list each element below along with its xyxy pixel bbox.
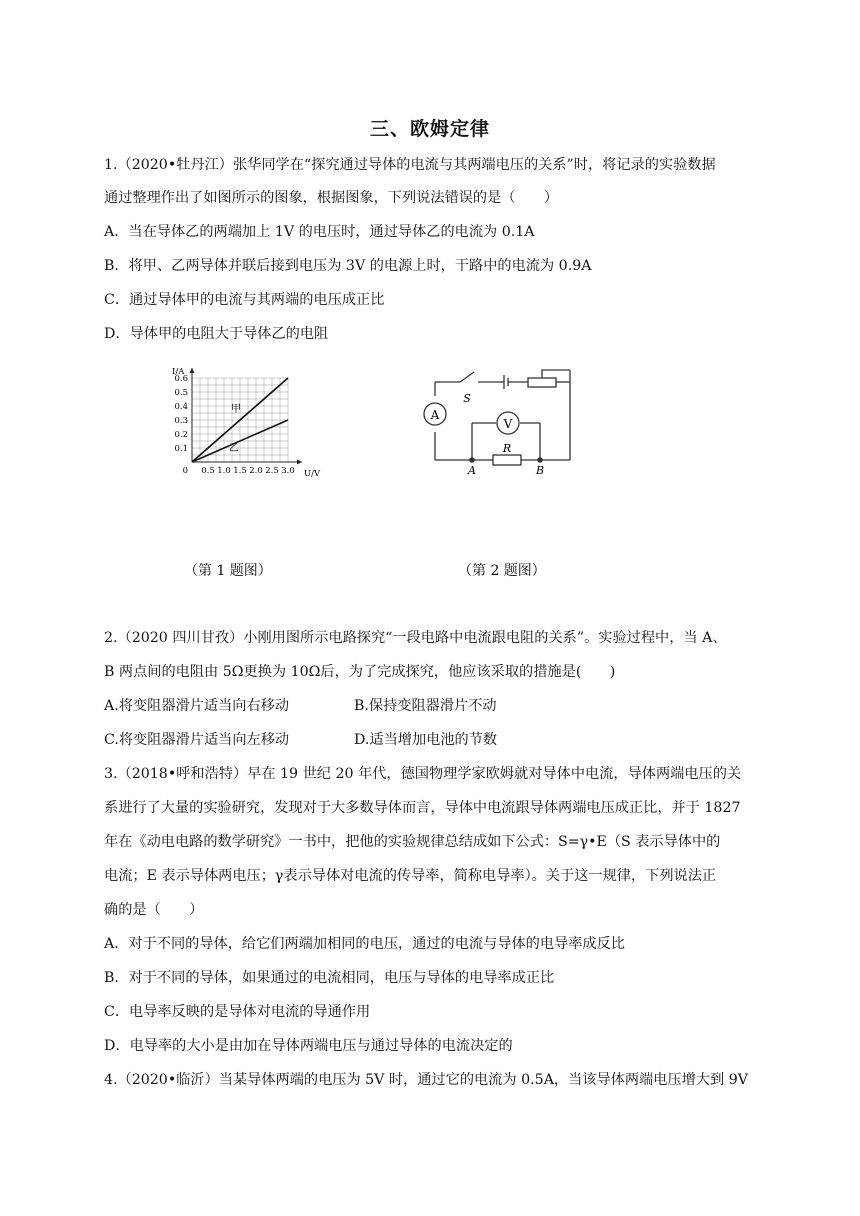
q3-option-c: C．电导率反映的是导体对电流的导通作用 bbox=[104, 1004, 371, 1020]
switch-label: S bbox=[463, 392, 471, 405]
y-tick-label: 0.3 bbox=[174, 416, 188, 426]
x-tick-label: 3.0 bbox=[281, 466, 295, 476]
q3-option-a: A．对于不同的导体，给它们两端加相同的电压，通过的电流与导体的电导率成反比 bbox=[104, 936, 625, 952]
page-title: 三、欧姆定律 bbox=[369, 118, 490, 140]
q3-line-3: 年在《动电电路的数学研究》一书中，把他的实验规律总结成如下公式：S=γ•E（S 表示导体中的 bbox=[104, 834, 721, 850]
origin-label: 0 bbox=[182, 466, 188, 476]
resistor-label: R bbox=[502, 442, 512, 455]
q1-option-c: C．通过导体甲的电流与其两端的电压成正比 bbox=[104, 292, 385, 308]
switch-lever bbox=[460, 372, 474, 382]
q4-line-1: 4.（2020•临沂）当某导体两端的电压为 5V 时，通过它的电流为 0.5A，当该导体两端电压增大到 9V bbox=[104, 1072, 748, 1088]
q3-option-d: D．电导率的大小是由加在导体两端电压与通过导体的电流决定的 bbox=[104, 1038, 513, 1054]
y-axis-arrow bbox=[190, 368, 195, 373]
resistor-r bbox=[493, 455, 521, 465]
voltmeter-label: V bbox=[503, 417, 513, 431]
y-tick-label: 0.5 bbox=[174, 388, 188, 398]
y-axis-label: I/A bbox=[172, 367, 185, 377]
ammeter-label: A bbox=[430, 408, 440, 422]
figure-1-iu-graph bbox=[160, 362, 330, 482]
q2-stem-line-1: 2.（2020 四川甘孜）小刚用图所示电路探究“一段电路中电流跟电阻的关系”。实验过程中，当 A、 bbox=[104, 630, 727, 646]
figure-1-caption: （第 1 题图） bbox=[184, 563, 272, 579]
q3-line-4: 电流；E 表示导体两电压；γ表示导体对电流的传导率，简称电导率）。关于这一规律，下列说法正 bbox=[104, 868, 717, 884]
figure-2-circuit-diagram bbox=[420, 366, 580, 478]
q3-option-b: B．对于不同的导体，如果通过的电流相同，电压与导体的电导率成正比 bbox=[104, 970, 555, 986]
q2-option-c: C.将变阻器滑片适当向左移动 bbox=[104, 732, 290, 748]
y-tick-label: 0.2 bbox=[174, 430, 188, 440]
series-label: 甲 bbox=[231, 404, 241, 415]
node-a-dot bbox=[469, 457, 475, 463]
x-tick-label: 2.0 bbox=[249, 466, 263, 476]
q1-option-a: A．当在导体乙的两端加上 1V 的电压时，通过导体乙的电流为 0.1A bbox=[104, 224, 535, 240]
q2-option-b: B.保持变阻器滑片不动 bbox=[354, 698, 497, 714]
q3-line-2: 系进行了大量的实验研究，发现对于大多数导体而言，导体中电流跟导体两端电压成正比，并于 1827 bbox=[104, 800, 741, 816]
q3-line-5: 确的是（ ） bbox=[104, 902, 204, 918]
q2-stem-line-2: B 两点间的电阻由 5Ω更换为 10Ω后，为了完成探究，他应该采取的措施是( ) bbox=[104, 664, 616, 680]
y-tick-label: 0.4 bbox=[174, 402, 188, 412]
y-tick-label: 0.6 bbox=[174, 374, 188, 384]
q3-line-1: 3.（2018•呼和浩特）早在 19 世纪 20 年代，德国物理学家欧姆就对导体中电流，导体两端电压的关 bbox=[104, 766, 742, 782]
rheostat-body bbox=[528, 378, 556, 387]
q1-option-d: D．导体甲的电阻大于导体乙的电阻 bbox=[104, 326, 329, 342]
rheostat-slider bbox=[542, 370, 570, 378]
node-b-dot bbox=[537, 457, 543, 463]
series-label: 乙 bbox=[229, 443, 239, 454]
x-axis-label: U/V bbox=[304, 469, 321, 479]
figure-2-caption: （第 2 题图） bbox=[458, 563, 546, 579]
q1-option-b: B．将甲、乙两导体并联后接到电压为 3V 的电源上时，干路中的电流为 0.9A bbox=[104, 258, 592, 274]
point-a-label: A bbox=[468, 464, 476, 477]
q1-stem-line-2: 通过整理作出了如图所示的图象，根据图象，下列说法错误的是（ ） bbox=[104, 190, 559, 206]
x-tick-label: 0.5 bbox=[201, 466, 215, 476]
x-tick-label: 1.0 bbox=[217, 466, 231, 476]
x-axis-arrow bbox=[297, 460, 302, 465]
q1-stem-line-1: 1.（2020•牡丹江）张华同学在“探究通过导体的电流与其两端电压的关系”时，将记录的实验数据 bbox=[104, 157, 716, 173]
point-b-label: B bbox=[535, 464, 545, 477]
q2-option-d: D.适当增加电池的节数 bbox=[354, 732, 498, 748]
q2-option-a: A.将变阻器滑片适当向右移动 bbox=[104, 698, 290, 714]
x-tick-label: 1.5 bbox=[233, 466, 247, 476]
x-tick-label: 2.5 bbox=[265, 466, 279, 476]
y-tick-label: 0.1 bbox=[174, 444, 188, 454]
